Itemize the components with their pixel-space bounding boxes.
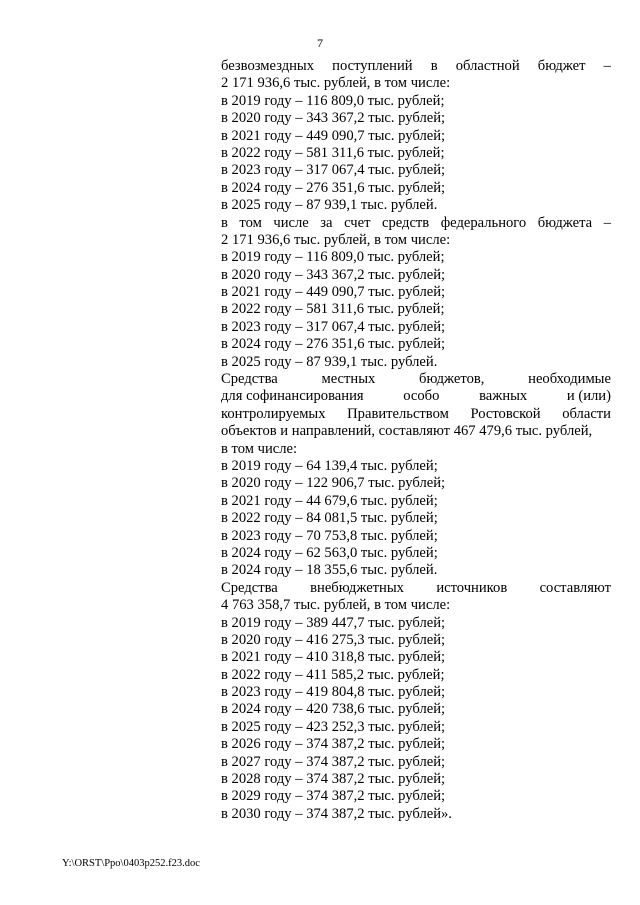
text-line: в 2022 году – 84 081,5 тыс. рублей; [221,510,438,527]
word: составляют [539,579,611,596]
word: счет [344,214,371,231]
document-body [221,58,611,823]
text-line: в 2022 году – 411 585,2 тыс. рублей; [221,666,445,683]
word: поступлений [332,58,413,74]
text-line: в 2023 году – 419 804,8 тыс. рублей; [221,684,446,701]
word: в [430,58,438,74]
text-line: в 2021 году – 44 679,6 тыс. рублей; [221,492,438,509]
word: средств [381,214,430,231]
text-line: в 2024 году – 420 738,6 тыс. рублей; [221,701,446,718]
text-line: в 2023 году – 317 067,4 тыс. рублей; [221,318,446,335]
text-line: в 2026 году – 374 387,2 тыс. рублей; [221,736,446,753]
word: безвозмездных [221,58,315,74]
text-line: в 2019 году – 116 809,0 тыс. рублей; [221,92,445,109]
word: – [603,214,611,231]
justified-line [221,423,611,440]
text-line: в 2020 году – 343 367,2 тыс. рублей; [221,266,446,283]
justified-line [221,580,611,597]
text-line: в 2025 году – 423 252,3 тыс. рублей; [221,718,446,735]
word: местных [321,371,376,388]
text-line: в 2025 году – 87 939,1 тыс. рублей. [221,353,438,370]
text-line: в 2028 году – 374 387,2 тыс. рублей; [221,771,446,788]
text-line: в 2020 году – 343 367,2 тыс. рублей; [221,110,446,127]
text-line: в 2029 году – 374 387,2 тыс. рублей; [221,788,446,805]
word: бюджетов, [419,371,485,388]
text-line: в 2020 году – 122 906,7 тыс. рублей; [221,475,446,492]
text-line: в 2021 году – 449 090,7 тыс. рублей; [221,284,446,301]
text-line: 4 763 358,7 тыс. рублей, в том числе: [221,597,451,614]
text-line: в 2024 году – 276 351,6 тыс. рублей; [221,179,446,196]
paragraph [221,371,611,580]
justified-line [221,388,611,405]
text-line: в 2027 году – 374 387,2 тыс. рублей; [221,753,446,770]
text-line: в 2024 году – 62 563,0 тыс. рублей; [221,544,438,561]
text-line: в 2024 году – 18 355,6 тыс. рублей. [221,562,438,579]
word: числе [273,214,309,231]
word: источников [436,579,508,596]
text-line: в 2019 году – 116 809,0 тыс. рублей; [221,249,445,266]
word: федерального [440,214,527,231]
word: для софинансирования [221,388,364,405]
paragraph [221,215,611,372]
text-line: 2 171 936,6 тыс. рублей, в том числе: [221,231,451,248]
word: объектов и направлений, составляют 467 479,6 тыс. рублей, [221,423,593,440]
text-line: в 2030 году – 374 387,2 тыс. рублей». [221,805,452,822]
text-line: в том числе: [221,440,298,457]
text-line: в 2024 году – 276 351,6 тыс. рублей; [221,336,446,353]
text-line: в 2019 году – 389 447,7 тыс. рублей; [221,614,446,631]
justified-line [221,406,611,423]
word: необходимые [528,371,611,388]
text-line: в 2025 году – 87 939,1 тыс. рублей. [221,197,438,214]
text-line: в 2019 году – 64 139,4 тыс. рублей; [221,457,438,474]
word: области [562,405,611,422]
text-line: 2 171 936,6 тыс. рублей, в том числе: [221,75,451,92]
word: бюджета [537,214,593,231]
justified-line [221,371,611,388]
page-number: 7 [317,36,323,50]
word: бюджет [537,58,586,74]
word: контролируемых [221,405,326,422]
word: областной [455,58,520,74]
word: Ростовской [470,405,541,422]
justified-line [221,215,611,232]
justified-line [221,58,611,75]
text-line: в 2022 году – 581 311,6 тыс. рублей; [221,301,445,318]
word: Правительством [347,405,449,422]
word: Средства [221,579,278,596]
word: том [239,214,262,231]
text-line: в 2021 году – 449 090,7 тыс. рублей; [221,127,446,144]
text-line: в 2020 году – 416 275,3 тыс. рублей; [221,631,446,648]
word: в [221,214,228,231]
text-line: в 2023 году – 70 753,8 тыс. рублей; [221,527,438,544]
text-line: в 2022 году – 581 311,6 тыс. рублей; [221,144,445,161]
word: за [320,214,333,231]
word: и (или) [566,388,611,405]
paragraph [221,580,611,823]
footer-file-path: Y:\ORST\Ppo\0403p252.f23.doc [62,858,200,869]
word: внебюджетных [310,579,404,596]
text-line: в 2023 году – 317 067,4 тыс. рублей; [221,162,446,179]
word: особо [403,388,440,405]
word: важных [479,388,528,405]
word: Средства [221,371,278,388]
word: – [603,58,611,74]
paragraph [221,58,611,215]
text-line: в 2021 году – 410 318,8 тыс. рублей; [221,649,446,666]
